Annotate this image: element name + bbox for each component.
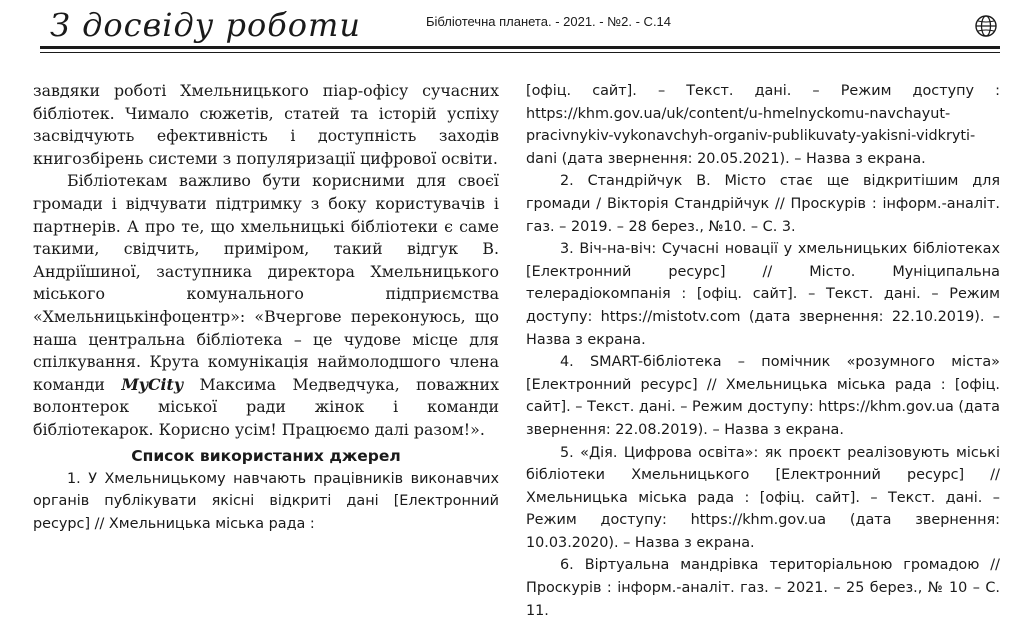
paragraph-2: [33, 170, 499, 441]
reference-2: 2. Стандрійчук В. Місто стає ще відкритішим для громади / Вікторія Стандрійчук // Проскурів : інформ.-аналіт. газ. – 2019. – 28 берез., №10. – С. 3.: [526, 173, 1000, 235]
reference-1-start: 1. У Хмельницькому навчають працівників виконавчих органів публікувати якісні відкриті дані [Електронний ресурс] // Хмельницька міська рада :: [33, 470, 499, 532]
paragraph-1: завдяки роботі Хмельницького піар-офісу сучасних бібліотек. Чимало сюжетів, статей та історій успіху засвідчують ефективність і доступність заходів книгозбірень системи з популяризації цифрової освіти.: [33, 81, 499, 168]
reference-5: 5. «Дія. Цифрова освіта»: як проєкт реалізовують міські бібліотеки Хмельницького [Електронний ресурс] // Хмельницька міська рада : [офіц. сайт]. – Текст. дані. – Режим доступу: https://khm.gov.ua (дата звернення: 10.03.2020). – Назва з екрана.: [526, 444, 1000, 551]
header-rule-thick: [40, 46, 1000, 49]
references-heading: Список використаних джерел: [131, 446, 401, 465]
section-title: З досвіду роботи: [50, 6, 361, 44]
reference-3: 3. Віч-на-віч: Сучасні новації у хмельницьких бібліотеках [Електронний ресурс] // Місто. Муніципальна телерадіокомпанія : [офіц. сайт]. – Текст. дані. – Режим доступу: https://mistotv.com (дата звернення: 22.10.2019). – Назва з екрана.: [526, 241, 1000, 348]
paragraph-2-text-end: Максима Медведчука, поважних волонтерок міської ради жінок і команди бібліотекарок. Корисно усім! Працюємо далі разом!».: [33, 374, 499, 439]
paragraph-2-text-start: Бібліотекам важливо бути корисними для своєї громади і відчувати підтримку з боку користувачів і партнерів. А про те, що хмельницькі бібліотеки є саме такими, свідчить, приміром, такий відгук В. Андріїшиної, заступника директора Хмельницького міського комунального підприємства «Хмельницькінфоцентр»: «Вчергове переконуюсь, що наша центральна бібліотека – це чудове місце для спілкування. Крута комунікація наймолодшого члена команди: [33, 171, 499, 394]
left-column: [33, 80, 499, 535]
reference-1-end: [офіц. сайт]. – Текст. дані. – Режим доступу : https://khm.gov.ua/uk/content/u-hmelnyckomu-navchayut-pracivnykiv-vykonavchyh-organiv-publikuvaty-yakisni-vidkryti-dani (дата звернення: 20.05.2021). – Назва з екрана.: [526, 83, 1000, 167]
mycity-name: MyCity: [121, 374, 184, 394]
reference-4: 4. SMART-бібліотека – помічник «розумного міста» [Електронний ресурс] // Хмельницька міська рада : [офіц. сайт]. – Текст. дані. – Режим доступу: https://khm.gov.ua (дата звернення: 22.08.2019). – Назва з екрана.: [526, 354, 1000, 438]
globe-icon: [974, 14, 998, 38]
right-column: [526, 80, 1000, 622]
page-header: [0, 0, 1024, 56]
header-rule-thin: [40, 52, 1000, 53]
publication-citation: Бібліотечна планета. - 2021. - №2. - С.14: [426, 14, 672, 29]
reference-6: 6. Віртуальна мандрівка територіальною громадою // Проскурів : інформ.-аналіт. газ. – 2021. – 25 берез., № 10 – С. 11.: [526, 557, 1000, 619]
